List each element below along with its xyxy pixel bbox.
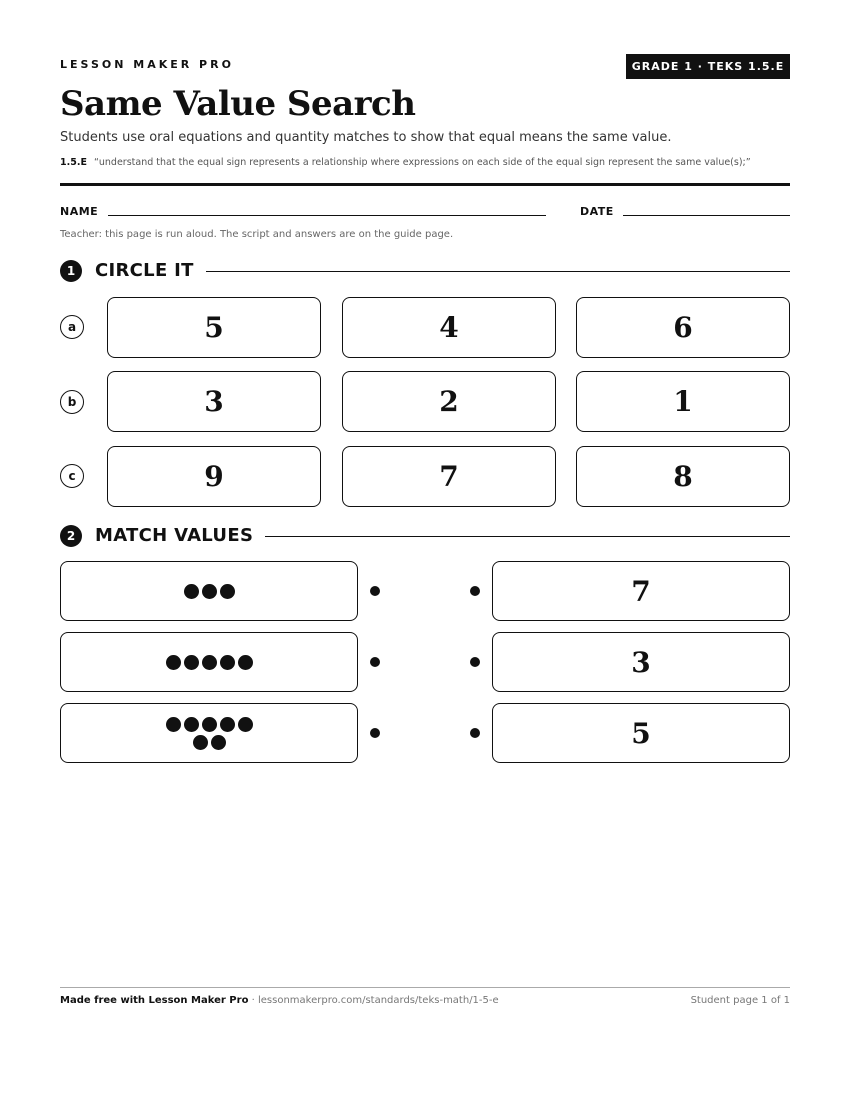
choice-b-1[interactable]: 3: [107, 371, 321, 432]
quantity-dot: [202, 584, 217, 599]
footer-made-with: Made free with Lesson Maker Pro: [60, 995, 249, 1006]
left-connector-dot-2[interactable]: [370, 657, 380, 667]
choice-a-1[interactable]: 5: [107, 297, 321, 358]
section-1-header: [60, 259, 790, 283]
section-2-title: MATCH VALUES: [95, 525, 265, 547]
quantity-dots: [61, 633, 357, 691]
header-divider: [60, 183, 790, 186]
left-connector-dot-3[interactable]: [370, 728, 380, 738]
name-field[interactable]: [108, 215, 546, 216]
quantity-dot: [220, 584, 235, 599]
footer-url[interactable]: lessonmakerpro.com/standards/teks-math/1-5-e: [257, 995, 499, 1006]
choice-c-1[interactable]: 9: [107, 446, 321, 507]
dot-row: [166, 655, 253, 670]
right-connector-dot-3[interactable]: [470, 728, 480, 738]
quantity-dot: [211, 735, 226, 750]
choice-c-3[interactable]: 8: [576, 446, 790, 507]
teacher-note: Teacher: this page is run aloud. The script and answers are on the guide page.: [60, 229, 454, 240]
number-box-3: 5: [492, 703, 790, 763]
choice-c-2[interactable]: 7: [342, 446, 556, 507]
quantity-box-1: [60, 561, 358, 621]
number-box-2: 3: [492, 632, 790, 692]
grade-badge: GRADE 1 · TEKS 1.5.E: [626, 54, 790, 79]
dot-row: [193, 735, 226, 750]
section-2-number: 2: [60, 525, 82, 547]
brand-name: LESSON MAKER PRO: [60, 58, 234, 71]
footer-page-label: Student page 1 of 1: [690, 995, 790, 1006]
quantity-box-3: [60, 703, 358, 763]
quantity-dot: [238, 655, 253, 670]
quantity-dot: [184, 655, 199, 670]
choice-a-3[interactable]: 6: [576, 297, 790, 358]
standard-line: [60, 157, 751, 168]
standard-text: “understand that the equal sign represents a relationship where expressions on each side of the equal sign represent the same value(s);”: [93, 157, 751, 168]
choice-b-3[interactable]: 1: [576, 371, 790, 432]
footer-credit: [60, 995, 499, 1006]
row-letter-c: c: [60, 464, 84, 488]
dot-row: [166, 717, 253, 732]
quantity-dot: [166, 655, 181, 670]
standard-code: 1.5.E: [60, 157, 87, 168]
choice-a-2[interactable]: 4: [342, 297, 556, 358]
row-letter-a: a: [60, 315, 84, 339]
quantity-dot: [202, 717, 217, 732]
quantity-dot: [202, 655, 217, 670]
row-letter-b: b: [60, 390, 84, 414]
quantity-dot: [184, 584, 199, 599]
page-subtitle: Students use oral equations and quantity matches to show that equal means the same value.: [60, 130, 672, 145]
quantity-dot: [220, 717, 235, 732]
right-connector-dot-2[interactable]: [470, 657, 480, 667]
dot-row: [184, 584, 235, 599]
choice-b-2[interactable]: 2: [342, 371, 556, 432]
date-label: DATE: [580, 205, 614, 218]
quantity-dots: [61, 704, 357, 762]
footer-divider: [60, 987, 790, 988]
number-box-1: 7: [492, 561, 790, 621]
quantity-dot: [238, 717, 253, 732]
section-2-header: [60, 524, 790, 548]
left-connector-dot-1[interactable]: [370, 586, 380, 596]
footer-separator: ·: [248, 995, 258, 1006]
date-field[interactable]: [623, 215, 790, 216]
quantity-dot: [166, 717, 181, 732]
quantity-dots: [61, 562, 357, 620]
page-title: Same Value Search: [60, 84, 416, 124]
name-label: NAME: [60, 205, 99, 218]
quantity-dot: [193, 735, 208, 750]
quantity-dot: [220, 655, 235, 670]
right-connector-dot-1[interactable]: [470, 586, 480, 596]
quantity-box-2: [60, 632, 358, 692]
section-1-title: CIRCLE IT: [95, 260, 206, 282]
section-1-number: 1: [60, 260, 82, 282]
quantity-dot: [184, 717, 199, 732]
